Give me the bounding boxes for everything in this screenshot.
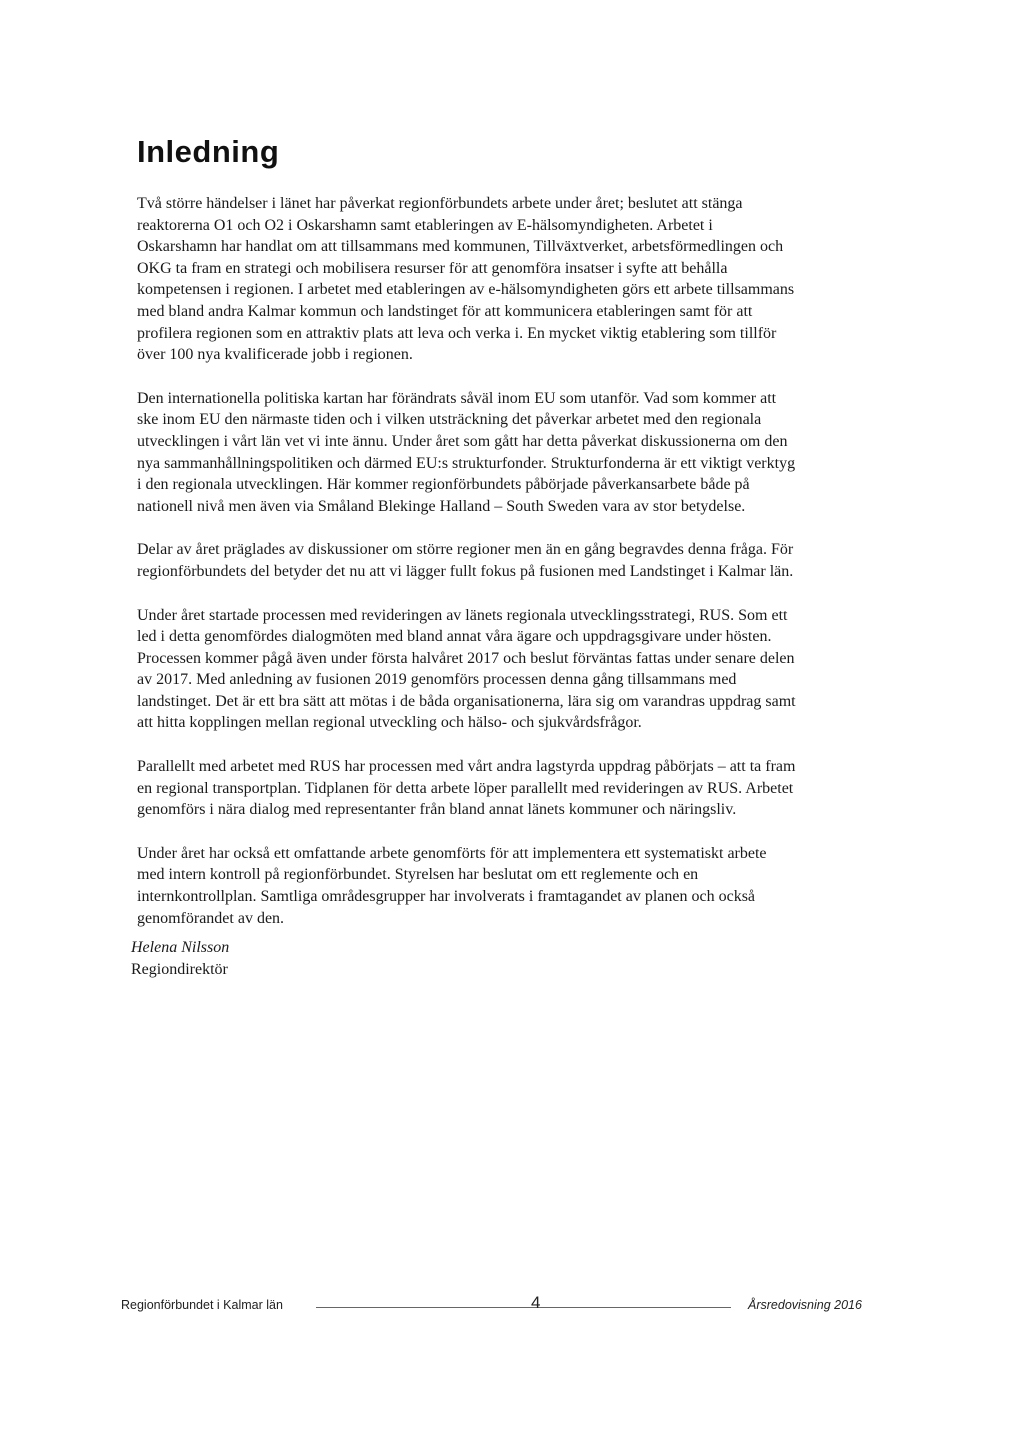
signature-name: Helena Nilsson xyxy=(131,939,230,956)
text-line: nya sammanhållningspolitiken och därmed EU:s strukturfonder. Strukturfonderna är ett viktigt verktyg xyxy=(137,454,796,472)
page-heading: Inledning xyxy=(137,134,280,169)
footer-report-title: Årsredovisning 2016 xyxy=(748,1298,862,1312)
text-line: Delar av året präglades av diskussioner om större regioner men än en gång begravdes denna fråga. För xyxy=(137,541,794,559)
footer-organization: Regionförbundet i Kalmar län xyxy=(121,1298,283,1312)
text-line: ske inom EU den närmaste tiden och i vilken utsträckning det påverkar arbetet med den regionala xyxy=(137,411,762,429)
text-line: att hitta kopplingen mellan regional utveckling och hälso- och sjukvårdsfrågor. xyxy=(137,714,642,732)
text-line: utvecklingen i vårt län vet vi inte ännu. Under året som gått har detta påverkat diskussionerna om den xyxy=(137,432,788,450)
text-line: Den internationella politiska kartan har förändrats såväl inom EU som utanför. Vad som kommer att xyxy=(137,389,777,407)
text-line: med intern kontroll på regionförbundet. Styrelsen har beslutat om ett reglemente och en xyxy=(137,866,699,884)
body-text xyxy=(137,193,872,951)
text-line: Två större händelser i länet har påverkat regionförbundets arbete under året; beslutet att stänga xyxy=(137,195,743,212)
paragraph xyxy=(137,843,872,929)
text-line: Oskarshamn har handlat om att tillsammans med kommunen, Tillväxtverket, arbetsförmedlingen och xyxy=(137,238,784,256)
text-line: Under året startade processen med revideringen av länets regionala utvecklingsstrategi, RUS. Som ett xyxy=(137,606,788,624)
paragraph xyxy=(137,756,872,821)
text-line: regionförbundets del betyder det nu att vi lägger fullt fokus på fusionen med Landstinget i Kalmar län. xyxy=(137,562,794,580)
paragraph xyxy=(137,388,872,518)
text-line: kompetensen i regionen. I arbetet med etableringen av e-hälsomyndigheten görs ett arbete tillsammans xyxy=(137,281,795,299)
text-line: en regional transportplan. Tidplanen för detta arbete löper parallellt med revideringen av RUS. Arbetet xyxy=(137,779,794,797)
paragraph xyxy=(137,193,872,366)
paragraph xyxy=(137,539,872,582)
text-line: med bland andra Kalmar kommun och landstinget för att kommunicera etableringen samt för att xyxy=(137,302,753,320)
text-line: Parallellt med arbetet med RUS har processen med vårt andra lagstyrda uppdrag påbörjats – att ta fram xyxy=(137,758,796,776)
text-line: led i detta genomfördes dialogmöten med bland annat våra ägare och uppdragsgivare under hösten. xyxy=(137,628,772,646)
paragraph xyxy=(137,605,872,735)
text-line: Processen kommer pågå även under första halvåret 2017 och beslut förväntas fattas under senare delen xyxy=(137,649,795,667)
text-line: genomförs i nära dialog med representanter från bland annat länets kommuner och näringsliv. xyxy=(137,801,737,819)
footer-rule-right xyxy=(551,1307,731,1308)
text-line: OKG ta fram en strategi och mobilisera resurser för att genomföra insatser i syfte att behålla xyxy=(137,259,728,277)
signature-title: Regiondirektör xyxy=(131,961,228,978)
text-line: landstinget. Det är ett bra sätt att mötas i de båda organisationerna, lära sig om varandras uppdrag samt xyxy=(137,692,796,710)
text-line: nationell nivå men även via Småland Blekinge Halland – South Sweden vara av stor betydelse. xyxy=(137,497,746,515)
text-line: i den regionala utvecklingen. Här kommer regionförbundets påbörjade påverkansarbete både på xyxy=(137,476,750,494)
text-line: genomförandet av den. xyxy=(137,909,285,927)
text-line: över 100 nya kvalificerade jobb i regionen. xyxy=(137,346,413,364)
text-line: Under året har också ett omfattande arbete genomförts för att implementera ett systematiskt arbete xyxy=(137,844,767,862)
text-line: reaktorerna O1 och O2 i Oskarshamn samt etableringen av E-hälsomyndigheten. Arbetet i xyxy=(137,216,713,234)
text-line: av 2017. Med anledning av fusionen 2019 genomförs processen denna gång tillsammans med xyxy=(137,671,737,689)
text-line: internkontrollplan. Samtliga områdesgrupper har involverats i framtagandet av planen och också xyxy=(137,888,756,906)
signature-block xyxy=(131,937,229,981)
page-footer xyxy=(121,1293,881,1316)
footer-page-number: 4 xyxy=(531,1293,541,1312)
text-line: profilera regionen som en attraktiv plats att leva och verka i. En mycket viktig etablering som tillför xyxy=(137,324,777,342)
